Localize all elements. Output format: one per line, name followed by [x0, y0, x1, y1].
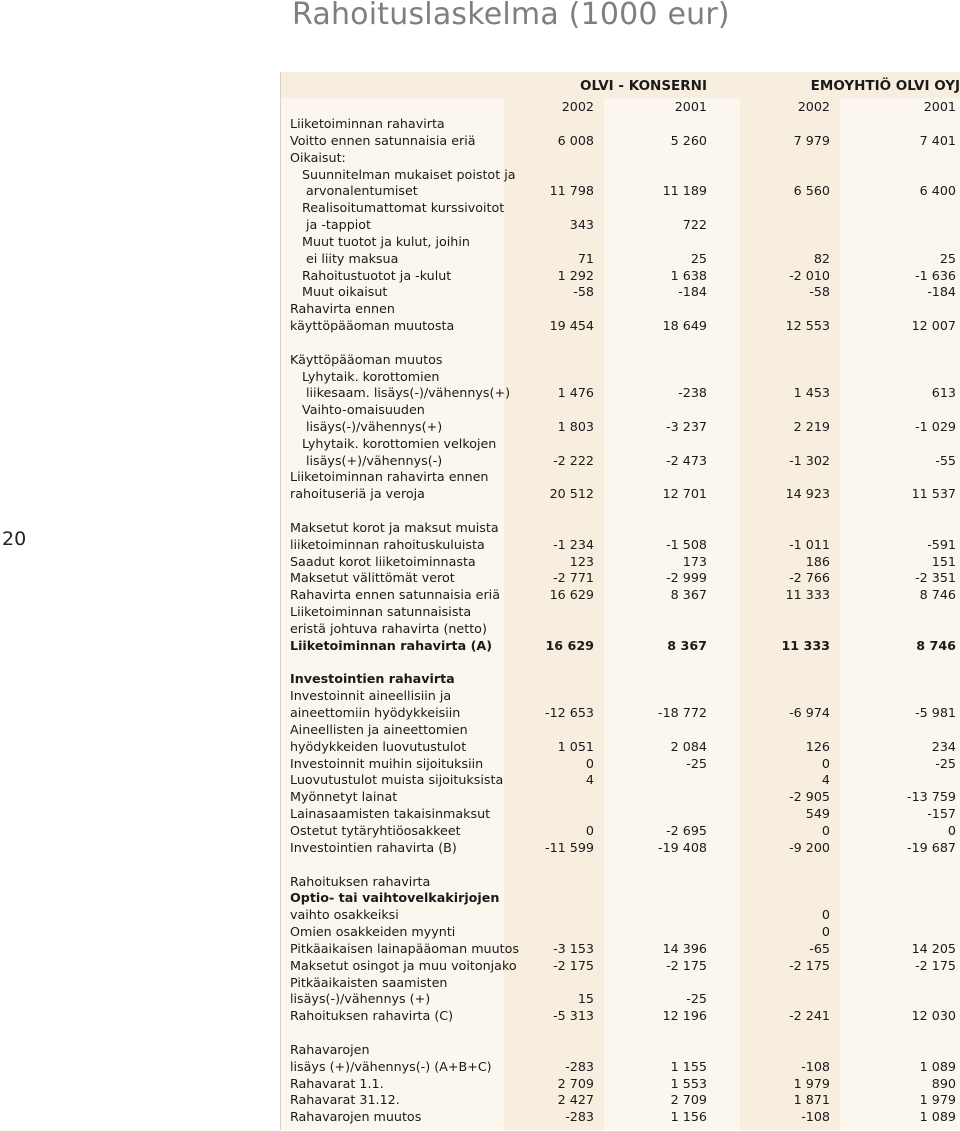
row-label: Maksetut välittömät verot [290, 570, 455, 585]
row-value: -2 351 [915, 570, 956, 585]
row-value: 5 260 [670, 133, 707, 148]
row-value: 6 560 [793, 183, 830, 198]
row-value: -65 [809, 941, 830, 956]
row-value: -184 [927, 284, 956, 299]
row-value: 2 219 [793, 419, 830, 434]
table-row [0, 839, 960, 856]
row-value: -2 222 [553, 453, 594, 468]
row-value: -11 599 [545, 840, 594, 855]
row-value: 0 [821, 907, 830, 922]
row-value: 19 454 [549, 318, 594, 333]
row-value: -2 175 [553, 958, 594, 973]
row-label: vaihto osakkeiksi [290, 907, 399, 922]
table-row [0, 704, 960, 721]
table-row [0, 132, 960, 149]
table-row [0, 553, 960, 570]
row-value: 123 [569, 554, 594, 569]
table-row [0, 637, 960, 654]
row-value: -6 974 [789, 705, 830, 720]
row-label: Rahavarojen muutos [290, 1109, 422, 1124]
row-value: 0 [585, 756, 594, 771]
row-value: -2 175 [666, 958, 707, 973]
row-value: 890 [931, 1076, 956, 1091]
row-value: 1 979 [919, 1092, 956, 1107]
table-row [0, 670, 960, 687]
row-value: 71 [577, 251, 594, 266]
row-value: -1 029 [915, 419, 956, 434]
table-row [0, 620, 960, 637]
row-label: Aineellisten ja aineettomien [290, 722, 468, 737]
table-row [0, 957, 960, 974]
row-value: 11 333 [781, 638, 830, 653]
row-value: 8 746 [919, 587, 956, 602]
row-value: 1 476 [557, 385, 594, 400]
row-label: liiketoiminnan rahoituskuluista [290, 537, 485, 552]
table-row [0, 822, 960, 839]
row-label: Rahoituksen rahavirta [290, 874, 431, 889]
row-label: Käyttöpääoman muutos [290, 352, 443, 367]
row-value: 613 [931, 385, 956, 400]
row-label: aineettomiin hyödykkeisiin [290, 705, 461, 720]
row-value: -19 687 [907, 840, 956, 855]
row-value: 12 701 [662, 486, 707, 501]
row-value: 1 051 [557, 739, 594, 754]
group-header-konserni: OLVI - KONSERNI [580, 78, 707, 94]
row-value: -108 [801, 1059, 830, 1074]
table-row [0, 401, 960, 418]
row-value: 234 [931, 739, 956, 754]
row-label: Optio- tai vaihtovelkakirjojen [290, 890, 500, 905]
row-value: 16 629 [549, 587, 594, 602]
row-value: 1 156 [670, 1109, 707, 1124]
table-row [0, 586, 960, 603]
table-row [0, 199, 960, 216]
table-row [0, 166, 960, 183]
row-label: Luovutustulot muista sijoituksista [290, 772, 504, 787]
table-row [0, 519, 960, 536]
row-value: 12 553 [785, 318, 830, 333]
year-header: 2001 [674, 99, 707, 114]
row-value: 14 396 [662, 941, 707, 956]
row-label: Liiketoiminnan rahavirta ennen [290, 469, 489, 484]
row-value: -1 636 [915, 268, 956, 283]
row-value: 20 512 [549, 486, 594, 501]
table-row [0, 974, 960, 991]
row-value: 1 089 [919, 1059, 956, 1074]
row-value: 0 [947, 823, 956, 838]
row-value: 11 798 [549, 183, 594, 198]
row-value: 2 709 [670, 1092, 707, 1107]
table-row [0, 771, 960, 788]
row-value: -238 [678, 385, 707, 400]
table-row [0, 267, 960, 284]
year-header: 2002 [797, 99, 830, 114]
row-value: -184 [678, 284, 707, 299]
row-label: Oikaisut: [290, 150, 346, 165]
table-row [0, 603, 960, 620]
row-value: 0 [585, 823, 594, 838]
row-label: Investoinnit aineellisiin ja [290, 688, 452, 703]
row-value: -2 175 [789, 958, 830, 973]
row-value: 722 [682, 217, 707, 232]
row-value: 1 553 [670, 1076, 707, 1091]
row-value: -9 200 [789, 840, 830, 855]
row-value: 8 746 [916, 638, 956, 653]
row-label: Rahavirta ennen [290, 301, 395, 316]
row-value: 1 089 [919, 1109, 956, 1124]
row-label: Rahavarojen [290, 1042, 370, 1057]
row-label: Muut tuotot ja kulut, joihin [302, 234, 470, 249]
row-label: Rahavirta ennen satunnaisia eriä [290, 587, 500, 602]
table-row [0, 873, 960, 890]
table-row [0, 1091, 960, 1108]
row-label: Rahavarat 31.12. [290, 1092, 400, 1107]
row-value: -58 [809, 284, 830, 299]
row-value: 7 401 [919, 133, 956, 148]
table-row [0, 687, 960, 704]
row-value: 82 [813, 251, 830, 266]
row-value: 2 709 [557, 1076, 594, 1091]
table-row [0, 485, 960, 502]
row-value: 1 453 [793, 385, 830, 400]
row-value: 151 [931, 554, 956, 569]
row-value: 7 979 [793, 133, 830, 148]
table-row [0, 317, 960, 334]
table-row [0, 906, 960, 923]
table-row [0, 1007, 960, 1024]
row-label: Lyhytaik. korottomien velkojen [302, 436, 497, 451]
row-label: Suunnitelman mukaiset poistot ja [302, 167, 516, 182]
row-value: -1 302 [789, 453, 830, 468]
row-value: 16 629 [545, 638, 594, 653]
group-header-emoyhtio: EMOYHTIÖ OLVI OYJ [810, 78, 960, 94]
row-value: 15 [577, 991, 594, 1006]
row-label: Maksetut osingot ja muu voitonjako [290, 958, 517, 973]
row-label: Investointien rahavirta (B) [290, 840, 457, 855]
table-row [0, 216, 960, 233]
row-label: Pitkäaikaisten saamisten [290, 975, 448, 990]
row-value: 1 638 [670, 268, 707, 283]
row-value: -157 [927, 806, 956, 821]
row-label: ja -tappiot [306, 217, 372, 232]
row-value: 549 [805, 806, 830, 821]
table-row [0, 889, 960, 906]
row-value: 1 292 [557, 268, 594, 283]
table-row [0, 1041, 960, 1058]
row-label: Liiketoiminnan rahavirta (A) [290, 638, 493, 653]
table-row [0, 1075, 960, 1092]
row-label: ei liity maksua [306, 251, 399, 266]
row-label: Ostetut tytäryhtiöosakkeet [290, 823, 461, 838]
row-label: hyödykkeiden luovutustulot [290, 739, 467, 754]
table-row [0, 805, 960, 822]
row-value: -19 408 [658, 840, 707, 855]
row-value: -591 [927, 537, 956, 552]
table-row [0, 233, 960, 250]
row-value: -25 [686, 756, 707, 771]
row-value: 2 084 [670, 739, 707, 754]
row-label: Investoinnit muihin sijoituksiin [290, 756, 484, 771]
row-value: 8 367 [670, 587, 707, 602]
row-label: Liiketoiminnan satunnaisista [290, 604, 472, 619]
row-value: 2 427 [557, 1092, 594, 1107]
page-title: Rahoituslaskelma (1000 eur) [292, 0, 730, 32]
row-label: liikesaam. lisäys(-)/vähennys(+) [306, 385, 511, 400]
row-value: -2 771 [553, 570, 594, 585]
row-value: 8 367 [667, 638, 707, 653]
row-value: 4 [585, 772, 594, 787]
table-row [0, 384, 960, 401]
row-value: 173 [682, 554, 707, 569]
row-value: -58 [573, 284, 594, 299]
table-row [0, 351, 960, 368]
row-label: Muut oikaisut [302, 284, 388, 299]
row-label: rahoituseriä ja veroja [290, 486, 425, 501]
table-row [0, 940, 960, 957]
row-value: -2 010 [789, 268, 830, 283]
table-row [0, 300, 960, 317]
row-value: 14 923 [785, 486, 830, 501]
table-row [0, 1108, 960, 1125]
row-value: 12 030 [911, 1008, 956, 1023]
table-row [0, 990, 960, 1007]
row-label: Maksetut korot ja maksut muista [290, 520, 499, 535]
table-row [0, 788, 960, 805]
row-label: lisäys(-)/vähennys (+) [290, 991, 431, 1006]
row-value: 18 649 [662, 318, 707, 333]
year-header-row [0, 98, 960, 115]
row-label: Pitkäaikaisen lainapääoman muutos [290, 941, 519, 956]
row-value: 186 [805, 554, 830, 569]
row-value: -108 [801, 1109, 830, 1124]
row-value: 343 [569, 217, 594, 232]
row-value: 1 803 [557, 419, 594, 434]
table-row [0, 755, 960, 772]
table-row [0, 452, 960, 469]
row-label: lisäys(-)/vähennys(+) [306, 419, 443, 434]
table-row [0, 721, 960, 738]
row-value: -2 695 [666, 823, 707, 838]
row-label: Saadut korot liiketoiminnasta [290, 554, 476, 569]
table-row [0, 468, 960, 485]
row-value: 25 [690, 251, 707, 266]
table-row [0, 149, 960, 166]
row-label: Myönnetyt lainat [290, 789, 398, 804]
row-label: Vaihto-omaisuuden [302, 402, 425, 417]
row-label: käyttöpääoman muutosta [290, 318, 455, 333]
row-label: lisäys (+)/vähennys(-) (A+B+C) [290, 1059, 492, 1074]
row-label: Omien osakkeiden myynti [290, 924, 456, 939]
table-row [0, 738, 960, 755]
row-value: 4 [821, 772, 830, 787]
row-value: -2 905 [789, 789, 830, 804]
row-label: Liiketoiminnan rahavirta [290, 116, 445, 131]
row-label: Investointien rahavirta [290, 671, 455, 686]
table-row [0, 569, 960, 586]
row-label: arvonalentumiset [306, 183, 418, 198]
row-label: lisäys(+)/vähennys(-) [306, 453, 443, 468]
row-label: Rahoituksen rahavirta (C) [290, 1008, 454, 1023]
row-label: Voitto ennen satunnaisia eriä [290, 133, 476, 148]
table-row [0, 536, 960, 553]
table-row [0, 182, 960, 199]
row-value: -2 473 [666, 453, 707, 468]
row-value: 11 333 [785, 587, 830, 602]
row-value: -2 999 [666, 570, 707, 585]
row-value: -18 772 [658, 705, 707, 720]
row-value: -12 653 [545, 705, 594, 720]
row-value: 11 189 [662, 183, 707, 198]
row-value: -2 766 [789, 570, 830, 585]
row-value: -3 153 [553, 941, 594, 956]
row-label: Lainasaamisten takaisinmaksut [290, 806, 491, 821]
row-label: Lyhytaik. korottomien [302, 369, 440, 384]
table-row [0, 923, 960, 940]
row-value: -2 175 [915, 958, 956, 973]
table-row [0, 418, 960, 435]
row-value: -283 [565, 1109, 594, 1124]
row-value: 25 [939, 251, 956, 266]
row-value: -2 241 [789, 1008, 830, 1023]
row-value: 126 [805, 739, 830, 754]
row-value: -3 237 [666, 419, 707, 434]
row-value: 1 979 [793, 1076, 830, 1091]
table-row [0, 1058, 960, 1075]
row-value: 12 007 [911, 318, 956, 333]
row-value: 14 205 [911, 941, 956, 956]
table-row [0, 368, 960, 385]
table-row [0, 435, 960, 452]
row-value: -25 [935, 756, 956, 771]
row-label: Realisoitumattomat kurssivoitot [302, 200, 505, 215]
row-value: -25 [686, 991, 707, 1006]
row-value: 1 871 [793, 1092, 830, 1107]
row-label: Rahoitustuotot ja -kulut [302, 268, 452, 283]
row-value: 6 400 [919, 183, 956, 198]
row-value: -5 981 [915, 705, 956, 720]
row-value: -283 [565, 1059, 594, 1074]
row-value: -13 759 [907, 789, 956, 804]
row-value: 12 196 [662, 1008, 707, 1023]
year-header: 2001 [923, 99, 956, 114]
row-value: 0 [821, 823, 830, 838]
row-value: 0 [821, 756, 830, 771]
year-header: 2002 [561, 99, 594, 114]
row-value: -1 508 [666, 537, 707, 552]
table-row [0, 250, 960, 267]
table-row [0, 283, 960, 300]
row-value: 11 537 [911, 486, 956, 501]
table-row [0, 115, 960, 132]
row-value: -5 313 [553, 1008, 594, 1023]
page-number: 20 [2, 528, 27, 550]
row-value: 0 [821, 924, 830, 939]
row-label: Rahavarat 1.1. [290, 1076, 384, 1091]
row-value: -55 [935, 453, 956, 468]
row-label: eristä johtuva rahavirta (netto) [290, 621, 487, 636]
row-value: 1 155 [670, 1059, 707, 1074]
row-value: -1 011 [789, 537, 830, 552]
row-value: 6 008 [557, 133, 594, 148]
row-value: -1 234 [553, 537, 594, 552]
